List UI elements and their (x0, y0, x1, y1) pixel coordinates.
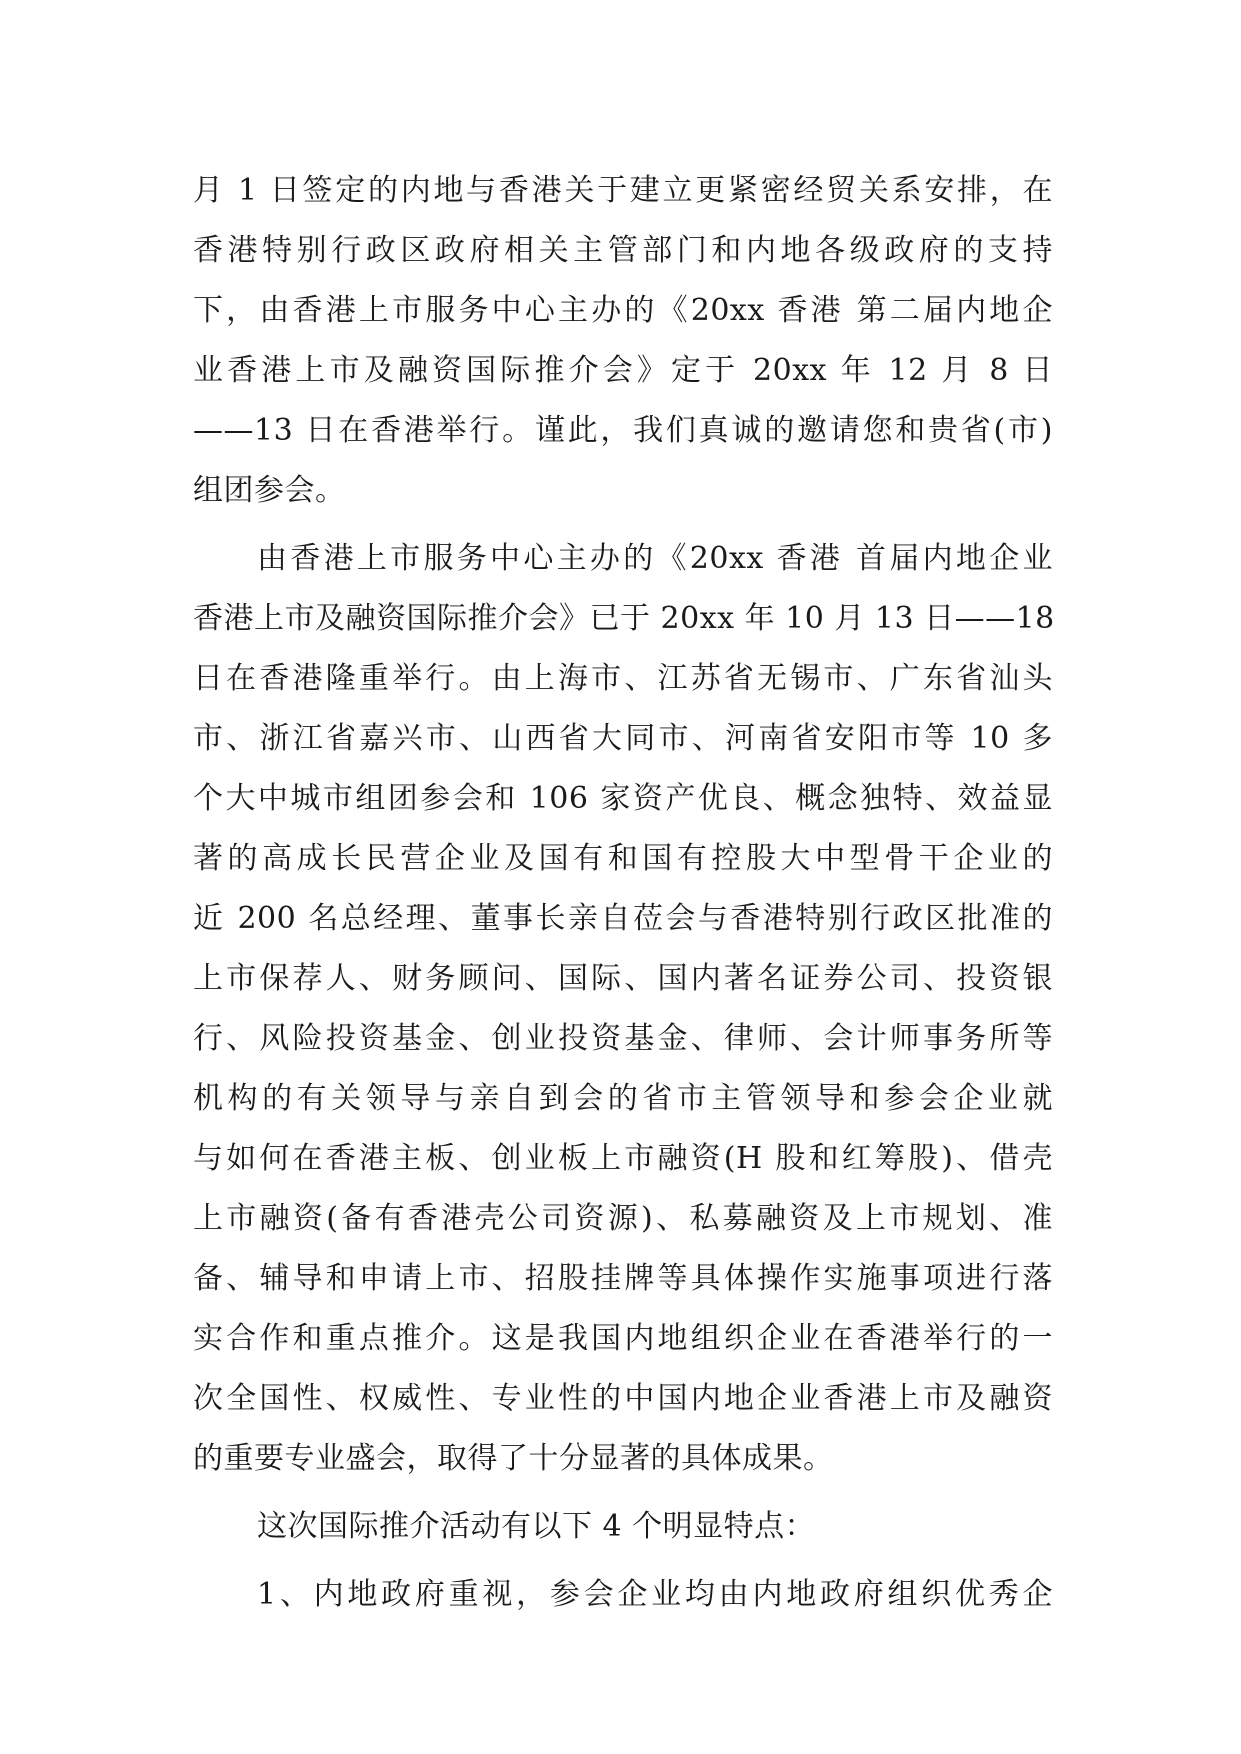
text-line: 个大中城市组团参会和 106 家资产优良、概念独特、效益显 (193, 781, 1053, 816)
text-line: 1、内地政府重视，参会企业均由内地政府组织优秀企 (257, 1577, 1053, 1612)
paragraph-4 (193, 1565, 1053, 1625)
text-line: 实合作和重点推介。这是我国内地组织企业在香港举行的一 (193, 1321, 1053, 1356)
text-line: 香港特别行政区政府相关主管部门和内地各级政府的支持 (193, 233, 1053, 268)
text-line: 行、风险投资基金、创业投资基金、律师、会计师事务所等 (193, 1021, 1053, 1056)
paragraph-3 (193, 1497, 1053, 1557)
text-line: 备、辅导和申请上市、招股挂牌等具体操作实施事项进行落 (193, 1261, 1053, 1296)
text-line: 与如何在香港主板、创业板上市融资(H 股和红筹股)、借壳 (193, 1141, 1053, 1176)
text-line: 机构的有关领导与亲自到会的省市主管领导和参会企业就 (193, 1081, 1053, 1116)
text-line: 业香港上市及融资国际推介会》定于 20xx 年 12 月 8 日 (193, 353, 1053, 388)
text-line: 次全国性、权威性、专业性的中国内地企业香港上市及融资 (193, 1381, 1053, 1416)
text-line: 的重要专业盛会，取得了十分显著的具体成果。 (193, 1441, 834, 1476)
text-line: 著的高成长民营企业及国有和国有控股大中型骨干企业的 (193, 841, 1053, 876)
text-line: 香港上市及融资国际推介会》已于 20xx 年 10 月 13 日——18 (193, 601, 1055, 636)
text-line: 月 1 日签定的内地与香港关于建立更紧密经贸关系安排，在 (193, 173, 1053, 208)
document-body (193, 161, 1053, 1625)
paragraph-1 (193, 161, 1053, 521)
text-line: 日在香港隆重举行。由上海市、江苏省无锡市、广东省汕头 (193, 661, 1053, 696)
text-line: 上市保荐人、财务顾问、国际、国内著名证券公司、投资银 (193, 961, 1053, 996)
text-line: 这次国际推介活动有以下 4 个明显特点： (257, 1509, 816, 1544)
paragraph-2 (193, 529, 1053, 1489)
text-line: 近 200 名总经理、董事长亲自莅会与香港特别行政区批准的 (193, 901, 1053, 936)
text-line: 市、浙江省嘉兴市、山西省大同市、河南省安阳市等 10 多 (193, 721, 1053, 756)
text-line: 组团参会。 (193, 473, 346, 508)
text-line: ——13 日在香港举行。谨此，我们真诚的邀请您和贵省(市) (193, 413, 1053, 448)
text-line: 由香港上市服务中心主办的《20xx 香港 首届内地企业 (257, 541, 1053, 576)
text-line: 下，由香港上市服务中心主办的《20xx 香港 第二届内地企 (193, 293, 1053, 328)
text-line: 上市融资(备有香港壳公司资源)、私募融资及上市规划、准 (193, 1201, 1053, 1236)
